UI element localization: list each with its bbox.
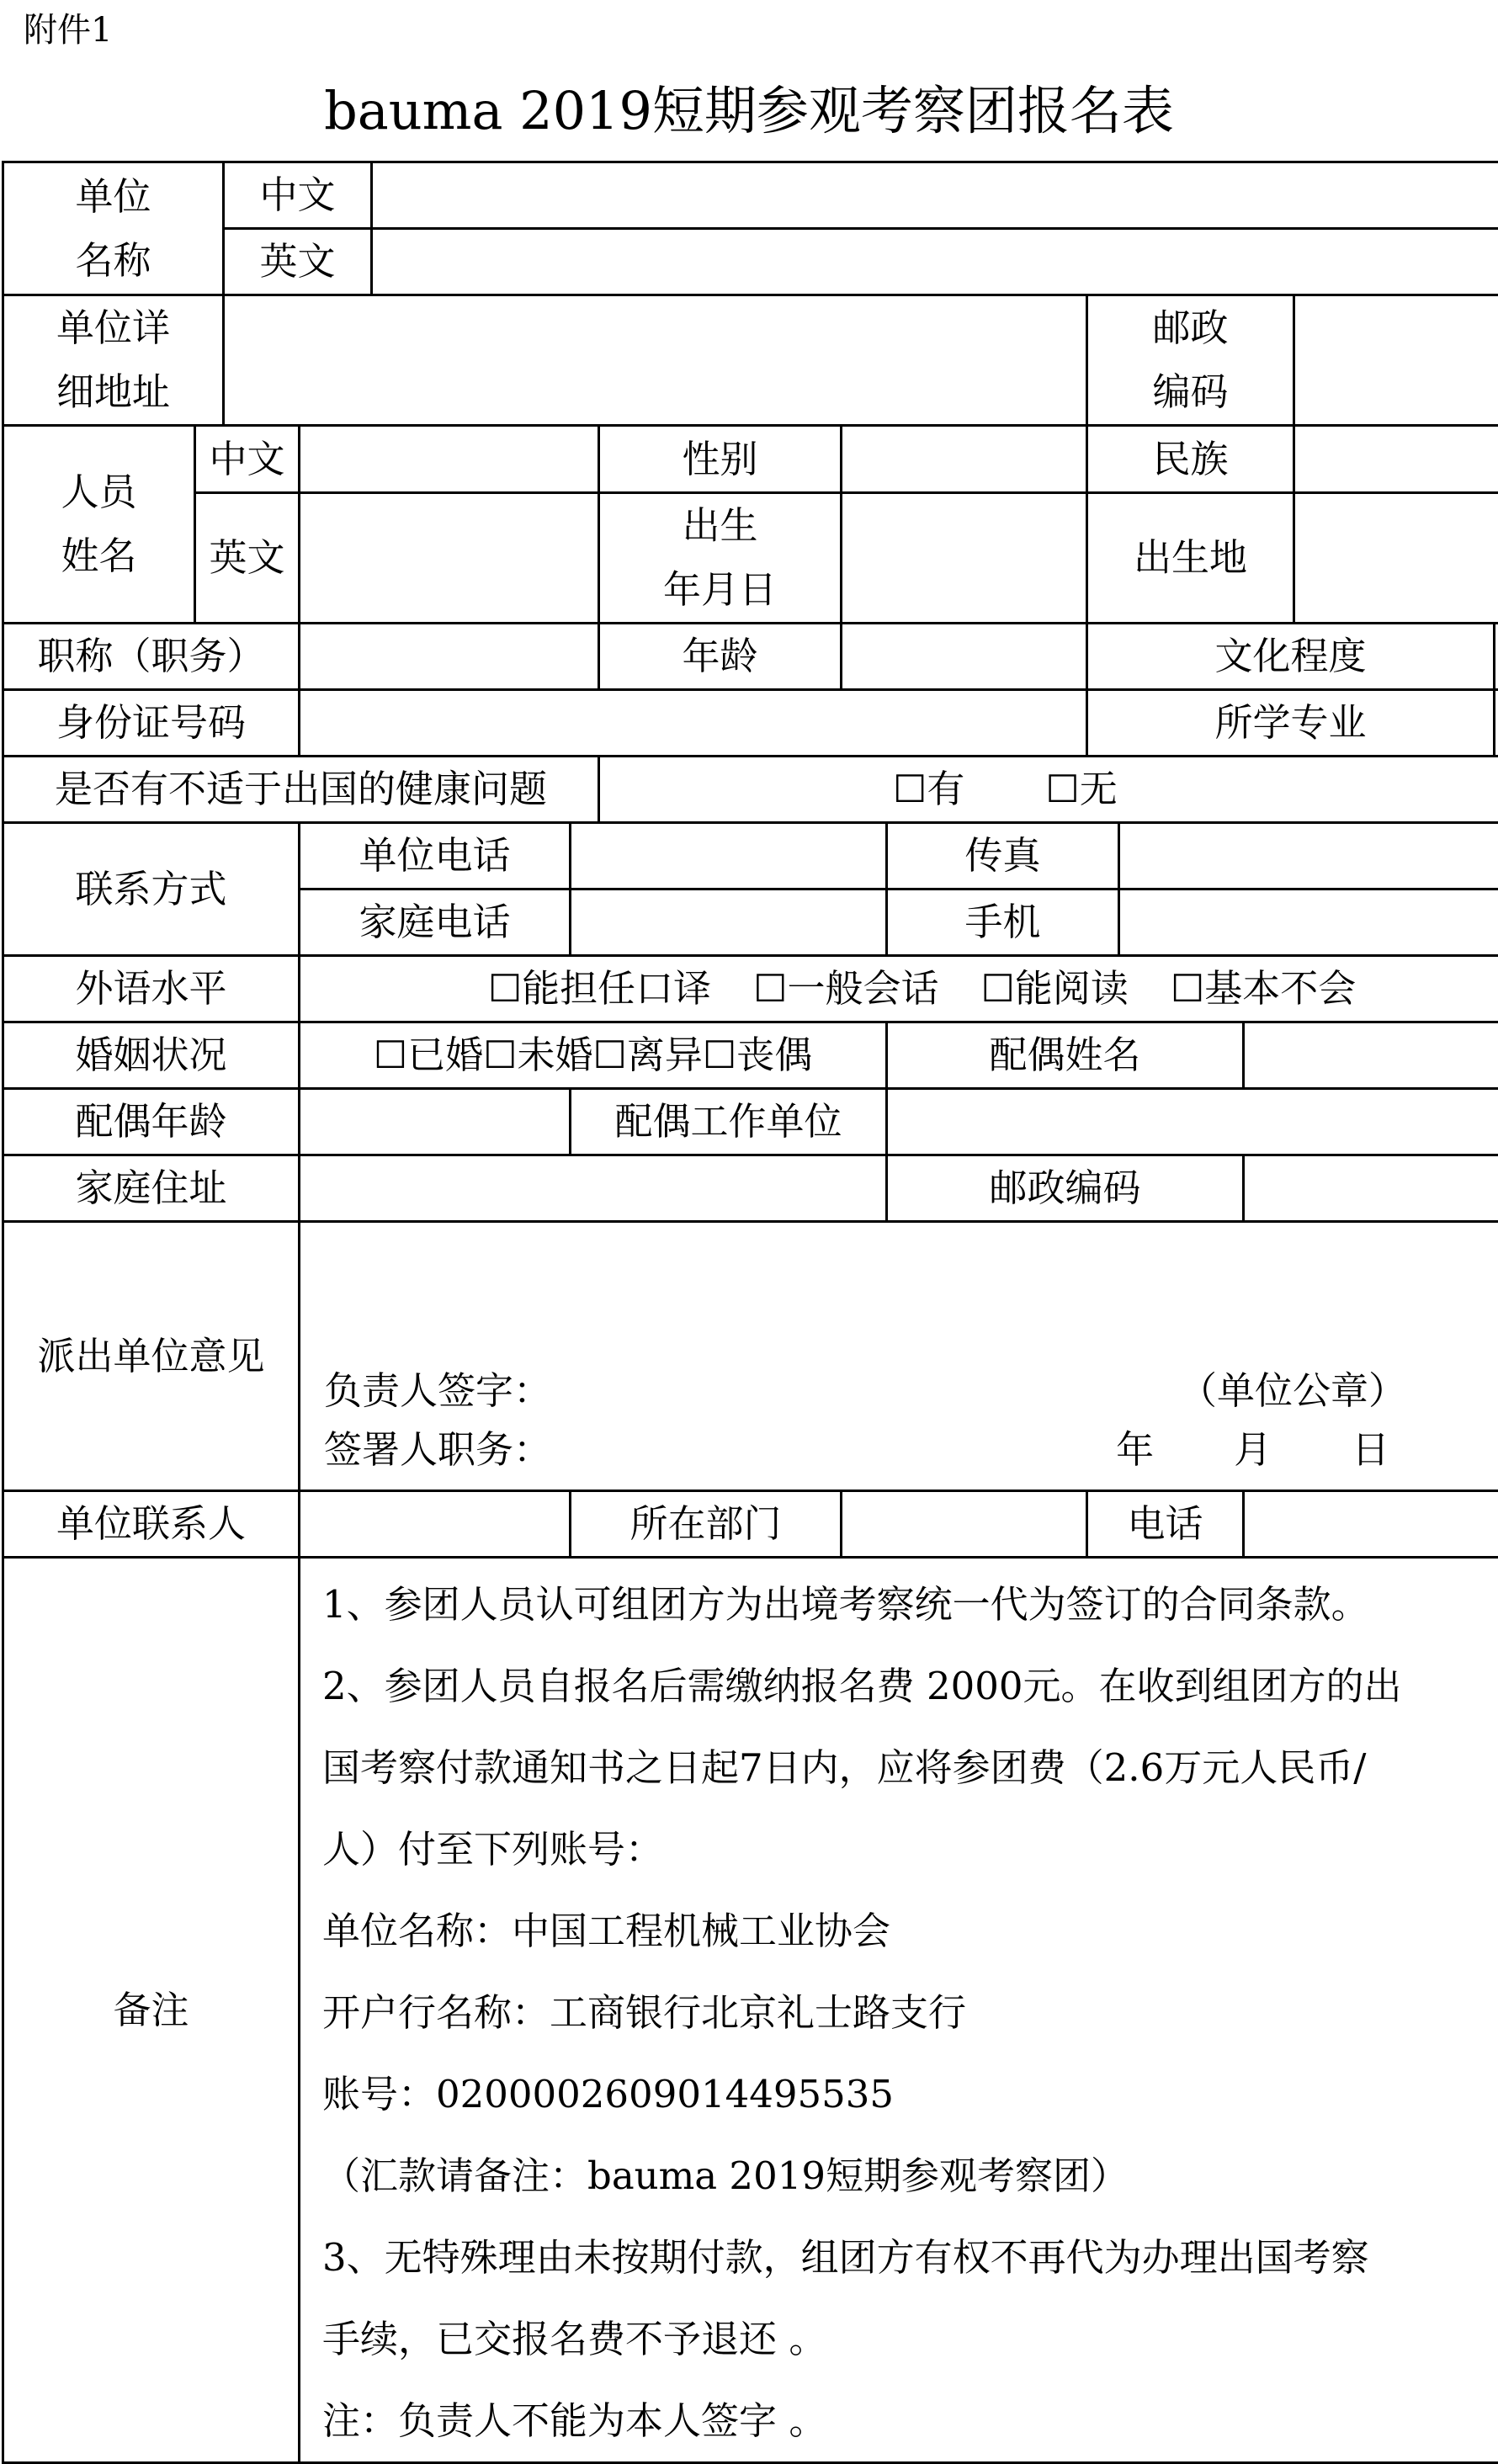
ethnicity-field[interactable] bbox=[1294, 426, 1498, 493]
date-label: 年 月 日 bbox=[1116, 1427, 1390, 1472]
marital-option[interactable]: ☐离异 bbox=[592, 1033, 703, 1077]
id-number-label: 身份证号码 bbox=[3, 690, 300, 757]
phone-label: 电话 bbox=[1087, 1491, 1244, 1558]
fax-label: 传真 bbox=[887, 823, 1119, 889]
birthplace-label: 出生地 bbox=[1087, 493, 1294, 624]
work-phone-field[interactable] bbox=[571, 823, 887, 889]
spouse-age-field[interactable] bbox=[300, 1089, 571, 1155]
marital-label: 婚姻状况 bbox=[3, 1022, 300, 1089]
org-name-en-field[interactable] bbox=[372, 229, 1498, 295]
remark-line: 手续，已交报名费不予退还 。 bbox=[322, 2317, 827, 2361]
person-name-cn-label: 中文 bbox=[195, 426, 300, 493]
home-phone-field[interactable] bbox=[571, 889, 887, 956]
signer-label: 负责人签字： bbox=[324, 1368, 552, 1413]
person-name-cn-field[interactable] bbox=[300, 426, 599, 493]
age-label: 年龄 bbox=[599, 624, 842, 690]
home-postal-label: 邮政编码 bbox=[887, 1155, 1244, 1222]
birthplace-field[interactable] bbox=[1294, 493, 1498, 624]
remark-line: 国考察付款通知书之日起7日内，应将参团费（2.6万元人民币/ bbox=[322, 1745, 1367, 1790]
health-question: 是否有不适于出国的健康问题 bbox=[3, 757, 599, 823]
spouse-name-label: 配偶姓名 bbox=[887, 1022, 1244, 1089]
contact-label: 联系方式 bbox=[3, 823, 300, 956]
language-label: 外语水平 bbox=[3, 956, 300, 1022]
remark-line: 3、无特殊理由未按期付款，组团方有权不再代为办理出国考察 bbox=[322, 2235, 1369, 2280]
address-label: 单位详 细地址 bbox=[3, 295, 224, 426]
gender-label: 性别 bbox=[599, 426, 842, 493]
remark-line: 单位名称：中国工程机械工业协会 bbox=[322, 1909, 891, 1953]
spouse-age-label: 配偶年龄 bbox=[3, 1089, 300, 1155]
remark-line: 开户行名称：工商银行北京礼士路支行 bbox=[322, 1990, 967, 2035]
remarks-label: 备注 bbox=[3, 1558, 300, 2463]
job-title-label: 职称（职务） bbox=[3, 624, 300, 690]
job-title-field[interactable] bbox=[300, 624, 599, 690]
language-option[interactable]: ☐基本不会 bbox=[1170, 966, 1357, 1011]
postal-code-label: 邮政 编码 bbox=[1087, 295, 1294, 426]
major-field[interactable] bbox=[1495, 690, 1498, 757]
org-name-en-label: 英文 bbox=[224, 229, 372, 295]
education-label: 文化程度 bbox=[1087, 624, 1495, 690]
postal-code-field[interactable] bbox=[1294, 295, 1498, 426]
remark-line: 1、参团人员认可组团方为出境考察统一代为签订的合同条款。 bbox=[322, 1582, 1369, 1627]
phone-field[interactable] bbox=[1244, 1491, 1498, 1558]
health-yes-checkbox[interactable]: ☐有 bbox=[893, 767, 965, 811]
home-address-label: 家庭住址 bbox=[3, 1155, 300, 1222]
mobile-label: 手机 bbox=[887, 889, 1119, 956]
remark-line: 2、参团人员自报名后需缴纳报名费 2000元。在收到组团方的出 bbox=[322, 1664, 1402, 1708]
marital-option[interactable]: ☐丧偶 bbox=[702, 1033, 813, 1077]
org-name-cn-label: 中文 bbox=[224, 162, 372, 229]
spouse-work-unit-field[interactable] bbox=[887, 1089, 1498, 1155]
home-postal-field[interactable] bbox=[1244, 1155, 1498, 1222]
person-name-en-label: 英文 bbox=[195, 493, 300, 624]
health-options bbox=[599, 757, 1498, 823]
language-option[interactable]: ☐能担任口译 bbox=[487, 966, 712, 1011]
major-label: 所学专业 bbox=[1087, 690, 1495, 757]
org-name-cn-field[interactable] bbox=[372, 162, 1498, 229]
home-phone-label: 家庭电话 bbox=[300, 889, 571, 956]
marital-option[interactable]: ☐未婚 bbox=[483, 1033, 593, 1077]
signer-title-label: 签署人职务： bbox=[324, 1427, 552, 1472]
department-label: 所在部门 bbox=[571, 1491, 842, 1558]
language-options bbox=[300, 956, 1498, 1022]
department-field[interactable] bbox=[842, 1491, 1087, 1558]
address-field[interactable] bbox=[224, 295, 1087, 426]
seal-label: （单位公章） bbox=[1179, 1368, 1407, 1413]
age-field[interactable] bbox=[842, 624, 1087, 690]
liaison-label: 单位联系人 bbox=[3, 1491, 300, 1558]
form-title: bauma 2019短期参观考察团报名表 bbox=[324, 80, 1174, 141]
liaison-field[interactable] bbox=[300, 1491, 571, 1558]
fax-field[interactable] bbox=[1119, 823, 1498, 889]
remark-line: 人）付至下列账号： bbox=[322, 1827, 664, 1872]
birth-date-field[interactable] bbox=[842, 493, 1087, 624]
marital-option[interactable]: ☐已婚 bbox=[373, 1033, 484, 1077]
attachment-label: 附件1 bbox=[24, 11, 113, 50]
gender-field[interactable] bbox=[842, 426, 1087, 493]
health-no-checkbox[interactable]: ☐无 bbox=[1045, 767, 1118, 811]
work-phone-label: 单位电话 bbox=[300, 823, 571, 889]
person-name-en-field[interactable] bbox=[300, 493, 599, 624]
language-option[interactable]: ☐能阅读 bbox=[980, 966, 1129, 1011]
dispatch-opinion[interactable] bbox=[300, 1222, 1498, 1491]
birth-date-label: 出生 年月日 bbox=[599, 493, 842, 624]
id-number-field[interactable] bbox=[300, 690, 1087, 757]
remark-line: （汇款请备注：bauma 2019短期参观考察团） bbox=[322, 2153, 1129, 2198]
language-option[interactable]: ☐一般会话 bbox=[753, 966, 939, 1011]
remark-line: 账号：0200002609014495535 bbox=[322, 2072, 894, 2116]
dispatch-label: 派出单位意见 bbox=[3, 1222, 300, 1491]
home-address-field[interactable] bbox=[300, 1155, 887, 1222]
registration-form bbox=[2, 161, 1498, 2464]
education-field[interactable] bbox=[1495, 624, 1498, 690]
marital-options bbox=[300, 1022, 887, 1089]
remarks-content bbox=[300, 1558, 1498, 2463]
ethnicity-label: 民族 bbox=[1087, 426, 1294, 493]
mobile-field[interactable] bbox=[1119, 889, 1498, 956]
spouse-work-unit-label: 配偶工作单位 bbox=[571, 1089, 887, 1155]
person-name-label: 人员 姓名 bbox=[3, 426, 195, 624]
org-name-label: 单位 名称 bbox=[3, 162, 224, 295]
spouse-name-field[interactable] bbox=[1244, 1022, 1498, 1089]
remark-line: 注：负责人不能为本人签字 。 bbox=[322, 2398, 827, 2443]
